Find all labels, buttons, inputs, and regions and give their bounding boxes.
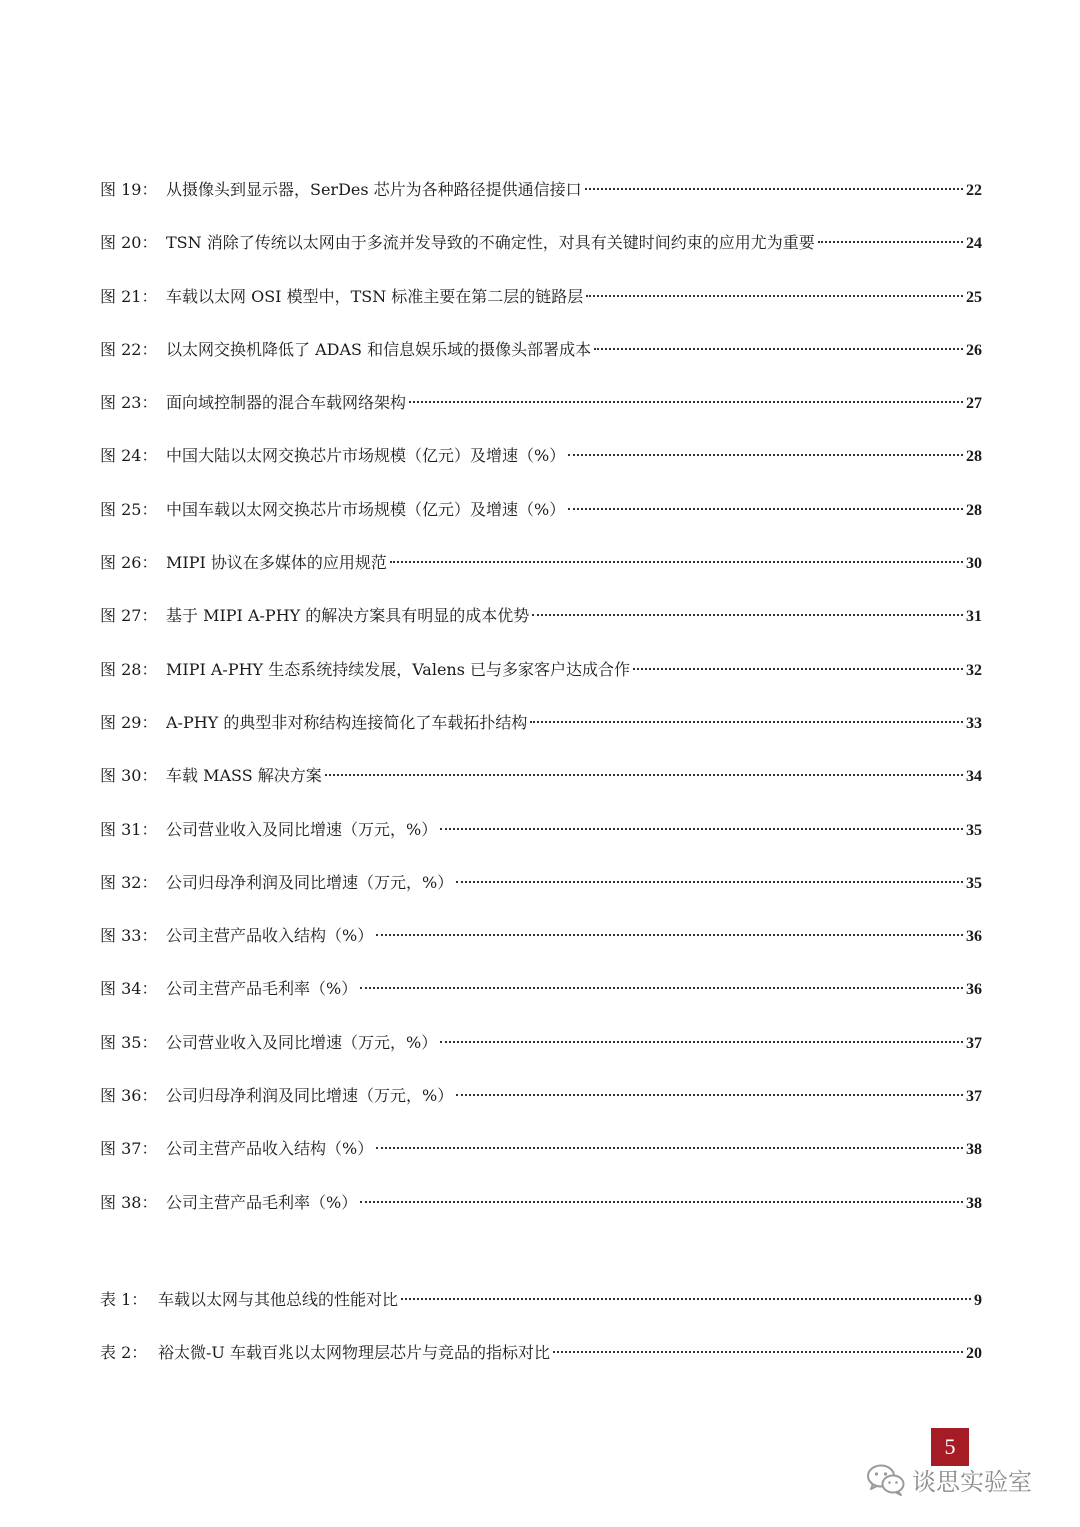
entry-label: 图 34：: [100, 979, 158, 999]
dot-leader: [633, 667, 963, 670]
entry-title: A-PHY 的典型非对称结构连接简化了车载拓扑结构: [166, 712, 528, 732]
dot-leader: [360, 1200, 963, 1203]
entry-page: 38: [966, 1141, 982, 1159]
entry-title: 公司主营产品收入结构（%）: [166, 926, 374, 946]
entry-label: 图 22：: [100, 339, 158, 359]
toc-entry-fig31[interactable]: [100, 814, 982, 867]
page-number: 5: [931, 1428, 969, 1466]
toc-entry-fig36[interactable]: [100, 1080, 982, 1133]
entry-label: 图 31：: [100, 819, 158, 839]
entry-page: 28: [966, 448, 982, 466]
entry-label: 表 2：: [100, 1343, 148, 1363]
entry-title: 从摄像头到显示器，SerDes 芯片为各种路径提供通信接口: [166, 180, 582, 199]
entry-label: 图 27：: [100, 606, 158, 626]
dot-leader: [586, 294, 963, 297]
toc-entry-fig29[interactable]: [100, 707, 982, 760]
dot-leader: [376, 933, 963, 936]
entry-page: 24: [966, 235, 982, 253]
figure-index: [100, 174, 982, 1240]
dot-leader: [409, 400, 963, 403]
entry-label: 图 24：: [100, 446, 158, 466]
dot-leader: [401, 1297, 971, 1300]
entry-title: 以太网交换机降低了 ADAS 和信息娱乐域的摄像头部署成本: [166, 339, 592, 359]
entry-label: 图 21：: [100, 286, 158, 306]
entry-title: 车载以太网 OSI 模型中，TSN 标准主要在第二层的链路层: [166, 286, 584, 306]
entry-page: 20: [966, 1345, 982, 1363]
dot-leader: [456, 1093, 963, 1096]
toc-entry-table1[interactable]: [100, 1284, 982, 1337]
entry-label: 图 19：: [100, 180, 158, 199]
dot-leader: [390, 560, 963, 563]
entry-page: 36: [966, 928, 982, 946]
entry-page: 32: [966, 661, 982, 679]
toc-entry-fig33[interactable]: [100, 920, 982, 973]
entry-title: 公司归母净利润及同比增速（万元，%）: [166, 872, 454, 892]
entry-page: 37: [966, 1088, 982, 1106]
dot-leader: [360, 986, 963, 989]
entry-label: 图 38：: [100, 1192, 158, 1212]
toc-entry-fig27[interactable]: [100, 600, 982, 653]
entry-label: 图 25：: [100, 499, 158, 519]
toc-entry-fig20[interactable]: [100, 227, 982, 280]
dot-leader: [530, 720, 963, 723]
toc-entry-fig37[interactable]: [100, 1133, 982, 1186]
entry-label: 表 1：: [100, 1290, 148, 1309]
entry-page: 37: [966, 1034, 982, 1052]
entry-label: 图 29：: [100, 712, 158, 732]
entry-page: 35: [966, 821, 982, 839]
toc-entry-table2[interactable]: [100, 1337, 982, 1390]
entry-page: 34: [966, 768, 982, 786]
entry-title: 车载以太网与其他总线的性能对比: [158, 1290, 399, 1309]
toc-entry-fig26[interactable]: [100, 547, 982, 600]
dot-leader: [585, 187, 963, 190]
watermark: [866, 1462, 1032, 1497]
entry-page: 36: [966, 981, 982, 999]
entry-page: 33: [966, 714, 982, 732]
entry-label: 图 30：: [100, 766, 158, 786]
dot-leader: [532, 613, 963, 616]
dot-leader: [818, 240, 963, 243]
entry-title: 公司主营产品毛利率（%）: [166, 1192, 358, 1212]
toc-entry-fig28[interactable]: [100, 654, 982, 707]
entry-title: 基于 MIPI A-PHY 的解决方案具有明显的成本优势: [166, 606, 530, 626]
toc-entry-fig25[interactable]: [100, 494, 982, 547]
entry-page: 26: [966, 341, 982, 359]
dot-leader: [376, 1146, 963, 1149]
dot-leader: [325, 773, 963, 776]
toc-entry-fig21[interactable]: [100, 281, 982, 334]
toc-entry-fig22[interactable]: [100, 334, 982, 387]
entry-label: 图 36：: [100, 1086, 158, 1106]
entry-label: 图 26：: [100, 553, 158, 573]
entry-page: 31: [966, 608, 982, 626]
entry-title: 公司归母净利润及同比增速（万元，%）: [166, 1086, 454, 1106]
entry-title: 中国大陆以太网交换芯片市场规模（亿元）及增速（%）: [166, 446, 566, 466]
toc-entry-fig19[interactable]: [100, 174, 982, 227]
entry-page: 27: [966, 395, 982, 413]
entry-page: 28: [966, 501, 982, 519]
entry-title: 中国车载以太网交换芯片市场规模（亿元）及增速（%）: [166, 499, 566, 519]
entry-label: 图 28：: [100, 659, 158, 679]
entry-title: 公司主营产品收入结构（%）: [166, 1139, 374, 1159]
toc-entry-fig24[interactable]: [100, 440, 982, 493]
dot-leader: [440, 1040, 963, 1043]
table-index: [100, 1284, 982, 1391]
entry-label: 图 23：: [100, 393, 158, 413]
toc-entry-fig38[interactable]: [100, 1187, 982, 1240]
entry-title: TSN 消除了传统以太网由于多流并发导致的不确定性，对具有关键时间约束的应用尤为重要: [166, 233, 815, 253]
toc-entry-fig30[interactable]: [100, 760, 982, 813]
entry-title: 公司营业收入及同比增速（万元，%）: [166, 819, 438, 839]
entry-title: 面向域控制器的混合车载网络架构: [166, 393, 407, 413]
entry-title: MIPI A-PHY 生态系统持续发展，Valens 已与多家客户达成合作: [166, 659, 631, 679]
entry-title: 公司主营产品毛利率（%）: [166, 979, 358, 999]
toc-entry-fig35[interactable]: [100, 1027, 982, 1080]
watermark-text: 谈思实验室: [912, 1468, 1032, 1496]
entry-label: 图 20：: [100, 233, 158, 253]
entry-page: 22: [966, 182, 982, 199]
entry-page: 9: [974, 1292, 982, 1309]
dot-leader: [440, 827, 963, 830]
entry-title: 裕太微-U 车载百兆以太网物理层芯片与竞品的指标对比: [158, 1343, 550, 1363]
dot-leader: [568, 453, 963, 456]
entry-title: 公司营业收入及同比增速（万元，%）: [166, 1032, 438, 1052]
entry-page: 30: [966, 555, 982, 573]
dot-leader: [594, 347, 963, 350]
entry-page: 35: [966, 874, 982, 892]
toc-entry-fig34[interactable]: [100, 973, 982, 1026]
dot-leader: [553, 1350, 963, 1353]
wechat-icon: [866, 1463, 906, 1497]
dot-leader: [568, 507, 963, 510]
entry-title: MIPI 协议在多媒体的应用规范: [166, 553, 387, 573]
toc-entry-fig32[interactable]: [100, 867, 982, 920]
entry-label: 图 32：: [100, 872, 158, 892]
toc-entry-fig23[interactable]: [100, 387, 982, 440]
entry-label: 图 35：: [100, 1032, 158, 1052]
entry-label: 图 33：: [100, 926, 158, 946]
dot-leader: [456, 880, 963, 883]
entry-page: 38: [966, 1194, 982, 1212]
entry-page: 25: [966, 288, 982, 306]
entry-label: 图 37：: [100, 1139, 158, 1159]
entry-title: 车载 MASS 解决方案: [166, 766, 322, 786]
